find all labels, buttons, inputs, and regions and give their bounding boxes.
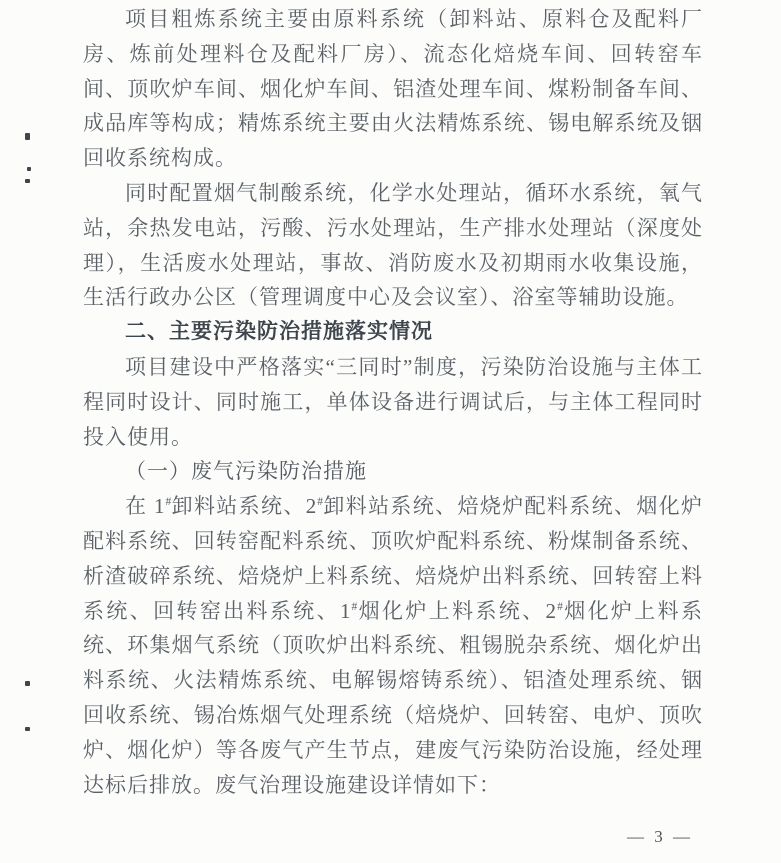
page-number: — 3 — (627, 827, 693, 846)
paragraph-three-simultaneous-policy: 项目建设中严格落实“三同时”制度，污染防治设施与主体工程同时设计、同时施工，单体设备进行调试后，与主体工程同时投入使用。 (83, 354, 703, 449)
paragraph-rough-smelting-system: 项目粗炼系统主要由原料系统（卸料站、原料仓及配料厂房、炼前处理料仓及配料厂房）、流态化焙烧车间、回转窑车间、顶吹炉车间、烟化炉车间、铝渣处理车间、煤粉制备车间、成品库等构成；精炼系统主要由火法精炼系统、锡电解系统及铟回收系统构成。 (83, 7, 703, 171)
paragraph-waste-gas-nodes: 在 1#卸料站系统、2#卸料站系统、焙烧炉配料系统、烟化炉配料系统、回转窑配料系统、顶吹炉配料系统、粉煤制备系统、析渣破碎系统、焙烧炉上料系统、焙烧炉出料系统、回转窑上料系统、回转窑出料系统、1#烟化炉上料系统、2#烟化炉上料系统、环集烟气系统（顶吹炉出料系统、粗锡脱杂系统、烟化炉出料系统、火法精炼系统、电解锡熔铸系统）、铝渣处理系统、铟回收系统、锡冶炼烟气处理系统（焙烧炉、回转窑、电炉、顶吹炉、烟化炉）等各废气产生节点，建废气污染防治设施，经处理达标后排放。废气治理设施建设详情如下： (83, 494, 704, 797)
scan-speck (27, 167, 31, 171)
scan-speck (25, 133, 30, 140)
paragraph-auxiliary-facilities: 同时配置烟气制酸系统，化学水处理站，循环水系统，氧气站，余热发电站，污酸、污水处理站，生产排水处理站（深度处理），生活废水处理站，事故、消防废水及初期雨水收集设施，生活行政办公区（管理调度中心及会议室）、浴室等辅助设施。 (83, 180, 703, 310)
subsection-heading-waste-gas-measures: （一）废气污染防治措施 (125, 459, 367, 484)
scan-speck (25, 727, 30, 731)
scan-speck (25, 179, 30, 183)
scan-speck (25, 681, 30, 686)
document-body (83, 2, 703, 802)
section-heading-pollution-control-measures: 二、主要污染防治措施落实情况 (125, 320, 433, 344)
